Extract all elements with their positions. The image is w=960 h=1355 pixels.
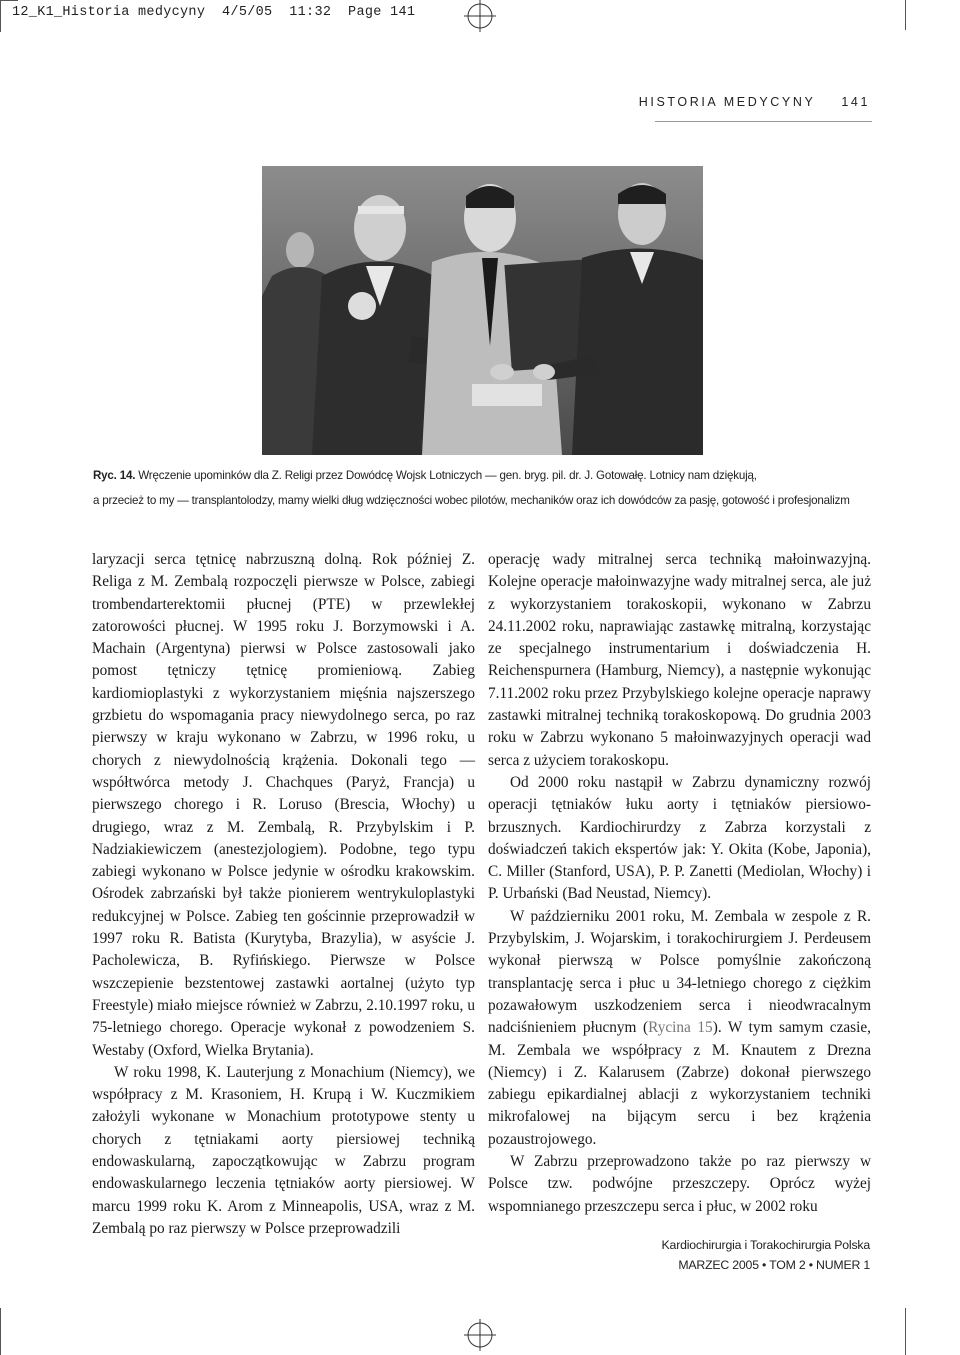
figure-caption xyxy=(93,463,873,513)
print-slug-line: 12_K1_Historia medycyny 4/5/05 11:32 Page 141 xyxy=(12,5,416,20)
crop-mark xyxy=(0,0,18,1)
registration-mark-icon xyxy=(464,1319,496,1351)
body-column-left xyxy=(92,549,475,1240)
paragraph: operację wady mitralnej serca techniką małoinwazyjną. Kolejne operacje małoinwazyjne wady mitralnej serca, ale już z wykorzystaniem torakoskopii, wykonano w Zabrzu 24.11.2002 roku, naprawiając zastawkę mitralną, korzystając ze specjalnego instrumentarium i doświadczenia H. Reichenspurnera (Hamburg, Niemcy), a następnie wykonując 7.11.2002 roku przez Przybylskiego kolejne operacje naprawy zastawki mitralnej techniką torakoskopową. Do grudnia 2003 roku w Zabrzu wykonano 5 małoinwazyjnych operacji wad serca z użyciem torakoskopu. xyxy=(488,551,871,769)
paragraph: W Zabrzu przeprowadzono także po raz pierwszy w Polsce tzw. podwójne przeszczepy. Oprócz wyżej wspomnianego przeszczepu serca i płuc, w 2002 roku xyxy=(488,1153,871,1215)
crop-mark xyxy=(905,0,906,30)
paragraph: W roku 1998, K. Lauterjung z Monachium (Niemcy), we współpracy z M. Krasoniem, H. Krupą i W. Kuczmikiem założyli wykonane w Monachium prototypowe stenty u chorych z tętniakami aorty piersiowej techniką endowaskularną, zapoczątkowując w Zabrzu program endowaskularnego leczenia tętniaków aorty piersiowej. W marcu 1999 roku K. Arom z Minneapolis, USA, wraz z M. Zembalą po raz pierwszy w Polsce przeprowadzili xyxy=(92,1063,475,1237)
journal-title: Kardiochirurgia i Torakochirurgia Polska xyxy=(661,1238,870,1252)
registration-mark-icon xyxy=(464,0,496,32)
caption-line xyxy=(93,463,873,488)
crop-mark xyxy=(0,1308,1,1355)
paragraph-text: W październiku 2001 roku, M. Zembala w zespole z R. Przybylskim, J. Wojarskim, i torakochirurgiem J. Perdeusem wykonał pierwszą w Polsce pomyślnie zakończoną transplantację serca i płuc u 34-letniego chorego z ciężkim pozawałowym uszkodzeniem serca i nieodwracalnym nadciśnieniem płucnym ( xyxy=(488,907,871,1037)
paragraph: laryzacji serca tętnicę nabrzuszną dolną. Rok później Z. Religa z M. Zembalą rozpoczęli pierwsze w Polsce, zabiegi trombendarterektomii płucnej (PTE) w przewlekłej zatorowości płucnej. W 1995 roku J. Borzymowski i A. Machain (Argentyna) pierwsi w Polsce zastosowali jako pomost tętniczy tętnicę promieniową. Zabieg kardiomioplastyki z wykorzystaniem mięśnia najszerszego grzbietu do wspomagania pracy niewydolnego serca, po raz pierwszy w kraju wykonano w Zabrzu, w 1996 roku, u chorych z niewydolnością krążenia. Dokonali tego — współtwórca metody J. Chachques (Paryż, Francja) u pierwszego chorego i R. Loruso (Brescia, Włochy) u drugiego, wraz z M. Zembalą, R. Przybylskim i P. Nadziakiewiczem (anestezjologiem). Podobne, tego typu zabiegi wykonano w Polsce jedynie w ośrodku krakowskim. Ośrodek zabrzański był także pionierem wentrykuloplastyki redukcyjnej w Polsce. Zabieg ten gościnnie przeprowadził w 1997 roku R. Batista (Kurytyba, Brazylia), w asyście J. Pacholewicza, B. Ryfińskiego. Pierwsze w Polsce wszczepienie bezstentowej zastawki aortalnej (użyto typ Freestyle) miało miejsce również w Zabrzu, 2.10.1997 roku, u 75-letniego chorego. Operacje wykonał z powodzeniem S. Westaby (Oxford, Wielka Brytania). xyxy=(92,551,475,1059)
figure-photo xyxy=(262,166,703,455)
figure-label: Ryc. 14. xyxy=(93,469,136,482)
paragraph xyxy=(488,906,871,1151)
journal-footer xyxy=(662,1235,870,1275)
crop-mark xyxy=(905,1308,906,1355)
journal-issue: MARZEC 2005 • TOM 2 • NUMER 1 xyxy=(678,1258,870,1272)
running-header xyxy=(639,95,870,109)
figure-reference-link[interactable]: Rycina 15 xyxy=(648,1019,713,1037)
section-title: HISTORIA MEDYCYNY xyxy=(638,95,816,109)
paragraph-text: ). W tym samym czasie, M. Zembala we współpracy z M. Knautem z Drezna (Niemcy) i Z. Kalarusem (Zabrze) dokonał pierwszego zabiegu epikardialnej ablacji z wykorzystaniem techniki mikrofalowej na bijącym sercu i bez krążenia pozaustrojowego. xyxy=(488,1019,871,1148)
caption-line: a przecież to my — transplantolodzy, mamy wielki dług wdzięczności wobec pilotów, mechaników oraz ich dowódców za pasję, gotowość i profesjonalizm xyxy=(93,494,850,507)
header-rule xyxy=(655,121,872,122)
crop-mark xyxy=(0,0,1,32)
caption-text: Wręczenie upominków dla Z. Religi przez Dowódcę Wojsk Lotniczych — gen. bryg. pil. dr. J. Gotowałę. Lotnicy nam dziękują, xyxy=(138,469,757,482)
paragraph: Od 2000 roku nastąpił w Zabrzu dynamiczny rozwój operacji tętniaków łuku aorty i tętniaków piersiowo-brzusznych. Kardiochirurdzy z Zabrza korzystali z doświadczeń takich ekspertów jak: Y. Okita (Kobe, Japonia), C. Miller (Stanford, USA), P. P. Zanetti (Mediolan, Włochy) i P. Urbański (Bad Neustad, Niemcy). xyxy=(488,773,871,903)
body-column-right xyxy=(488,549,871,1218)
page-number: 141 xyxy=(841,95,870,109)
